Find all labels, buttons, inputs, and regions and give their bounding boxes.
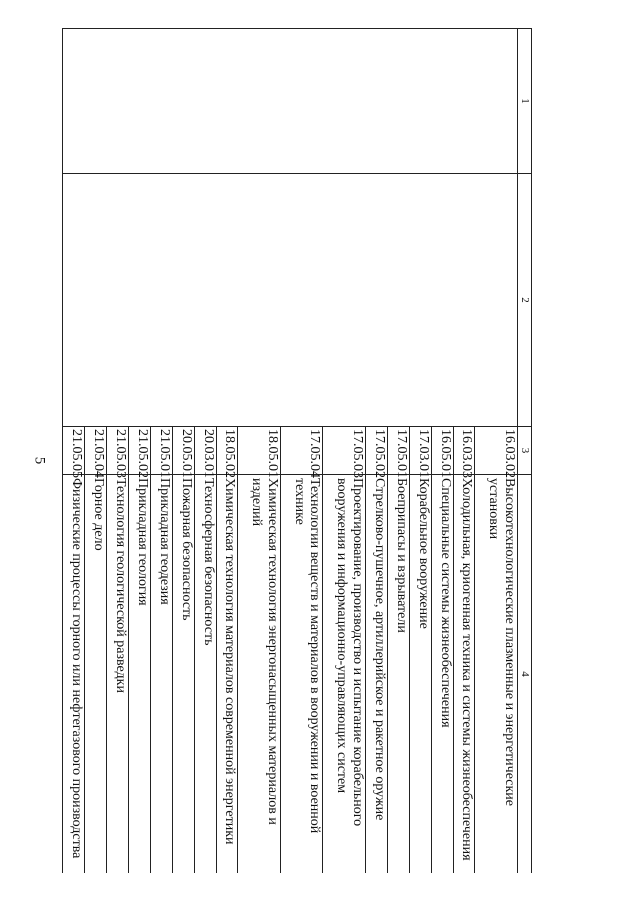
cell-col-2 xyxy=(323,174,366,427)
cell-col-1 xyxy=(194,29,216,174)
specialty-code: 21.05.05 xyxy=(63,427,85,475)
cell-col-2 xyxy=(63,174,85,427)
table-row xyxy=(453,29,475,874)
specialty-name: Корабельное вооружение xyxy=(409,475,431,874)
cell-col-2 xyxy=(172,174,194,427)
specialty-code: 21.05.04 xyxy=(85,427,107,475)
header-col-3: 3 xyxy=(518,427,532,475)
table-row xyxy=(238,29,281,874)
table-row xyxy=(172,29,194,874)
cell-col-1 xyxy=(387,29,409,174)
table-container xyxy=(62,28,532,873)
cell-col-1 xyxy=(453,29,475,174)
table-row xyxy=(323,29,366,874)
cell-col-2 xyxy=(194,174,216,427)
specialty-code: 16.03.02 xyxy=(475,427,518,475)
cell-col-2 xyxy=(150,174,172,427)
cell-col-1 xyxy=(216,29,238,174)
cell-col-1 xyxy=(431,29,453,174)
cell-col-2 xyxy=(387,174,409,427)
specialty-code: 20.03.01 xyxy=(194,427,216,475)
cell-col-1 xyxy=(150,29,172,174)
specialty-code: 18.05.02 xyxy=(216,427,238,475)
table-row xyxy=(63,29,85,874)
specialty-name: Холодильная, криогенная техника и системы жизнеобеспечения xyxy=(453,475,475,874)
cell-col-2 xyxy=(365,174,387,427)
specialty-code: 21.05.01 xyxy=(150,427,172,475)
specialty-code: 18.05.01 xyxy=(238,427,281,475)
specialty-code: 17.03.01 xyxy=(409,427,431,475)
cell-col-1 xyxy=(63,29,85,174)
specialty-code: 17.05.04 xyxy=(280,427,323,475)
cell-col-2 xyxy=(280,174,323,427)
table-row xyxy=(150,29,172,874)
specialty-name: Стрелково-пушечное, артиллерийское и ракетное оружие xyxy=(365,475,387,874)
specialty-table xyxy=(62,28,532,873)
specialty-name: Прикладная геология xyxy=(128,475,150,874)
table-row xyxy=(365,29,387,874)
cell-col-2 xyxy=(128,174,150,427)
table-row xyxy=(85,29,107,874)
specialty-name: Химическая технология материалов современной энергетики xyxy=(216,475,238,874)
specialty-name: Горное дело xyxy=(85,475,107,874)
cell-col-2 xyxy=(431,174,453,427)
cell-col-1 xyxy=(238,29,281,174)
specialty-code: 17.05.02 xyxy=(365,427,387,475)
specialty-name: Химическая технология энергонасыщенных материалов и изделий xyxy=(238,475,281,874)
cell-col-1 xyxy=(409,29,431,174)
specialty-name: Техносферная безопасность xyxy=(194,475,216,874)
header-col-1: 1 xyxy=(518,29,532,174)
table-row xyxy=(387,29,409,874)
specialty-name: Боеприпасы и взрыватели xyxy=(387,475,409,874)
cell-col-2 xyxy=(475,174,518,427)
specialty-name: Технология геологической разведки xyxy=(107,475,129,874)
header-col-4: 4 xyxy=(518,475,532,874)
specialty-name: Технологии веществ и материалов в вооружении и военной технике xyxy=(280,475,323,874)
table-row xyxy=(216,29,238,874)
specialty-code: 20.05.01 xyxy=(172,427,194,475)
specialty-name: Физические процессы горного или нефтегазового производства xyxy=(63,475,85,874)
table-row xyxy=(194,29,216,874)
table-row xyxy=(431,29,453,874)
cell-col-1 xyxy=(128,29,150,174)
cell-col-1 xyxy=(475,29,518,174)
table-row xyxy=(409,29,431,874)
specialty-name: Проектирование, производство и испытание корабельного вооружения и информационно-управляющих систем xyxy=(323,475,366,874)
specialty-name: Прикладная геодезия xyxy=(150,475,172,874)
specialty-name: Пожарная безопасность xyxy=(172,475,194,874)
cell-col-2 xyxy=(107,174,129,427)
cell-col-1 xyxy=(365,29,387,174)
cell-col-2 xyxy=(216,174,238,427)
table-row xyxy=(280,29,323,874)
specialty-name: Специальные системы жизнеобеспечения xyxy=(431,475,453,874)
specialty-name: Высокотехнологические плазменные и энергетические установки xyxy=(475,475,518,874)
specialty-code: 21.05.02 xyxy=(128,427,150,475)
table-row xyxy=(475,29,518,874)
table-row xyxy=(128,29,150,874)
rotated-table-frame xyxy=(62,28,532,873)
cell-col-2 xyxy=(453,174,475,427)
cell-col-1 xyxy=(107,29,129,174)
cell-col-2 xyxy=(409,174,431,427)
cell-col-1 xyxy=(85,29,107,174)
cell-col-1 xyxy=(323,29,366,174)
cell-col-2 xyxy=(238,174,281,427)
cell-col-1 xyxy=(172,29,194,174)
header-col-2: 2 xyxy=(518,174,532,427)
page-number: 5 xyxy=(31,456,48,465)
cell-col-1 xyxy=(280,29,323,174)
cell-col-2 xyxy=(85,174,107,427)
table-row xyxy=(107,29,129,874)
specialty-code: 16.03.03 xyxy=(453,427,475,475)
specialty-code: 17.05.01 xyxy=(387,427,409,475)
header-row xyxy=(518,29,532,874)
specialty-code: 21.05.03 xyxy=(107,427,129,475)
specialty-code: 17.05.03 xyxy=(323,427,366,475)
specialty-code: 16.05.01 xyxy=(431,427,453,475)
